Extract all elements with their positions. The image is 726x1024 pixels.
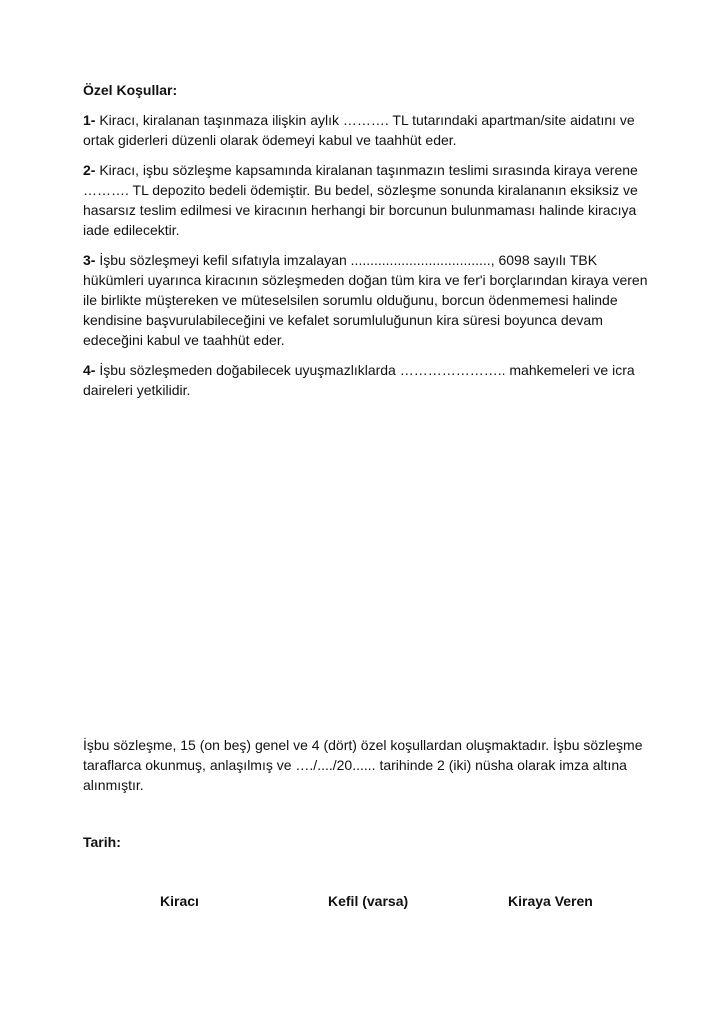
signature-landlord: Kiraya Veren	[508, 893, 593, 909]
signature-tenant: Kiracı	[160, 893, 199, 909]
clause-number: 1-	[83, 112, 96, 128]
clause-text: İşbu sözleşmeden doğabilecek uyuşmazlıklarda ………………….. mahkemeleri ve icra daireleri yetkilidir.	[83, 362, 635, 398]
clause-number: 2-	[83, 162, 96, 178]
clause-text: Kiracı, kiralanan taşınmaza ilişkin aylık ………. TL tutarındaki apartman/site aidatını ve ortak giderleri düzenli olarak ödemeyi kabul ve taahhüt eder.	[83, 112, 635, 148]
clause-4	[83, 360, 648, 400]
special-terms-section	[83, 80, 648, 410]
clause-text: Kiracı, işbu sözleşme kapsamında kiralanan taşınmazın teslimi sırasında kiraya verene ………. TL depozito bedeli ödemiştir. Bu bedel, sözleşme sonunda kiralananın eksiksiz ve hasarsız teslim edilmesi ve kiracının herhangi bir borcunun bulunmaması halinde kiracıya iade edilecektir.	[83, 162, 638, 238]
clause-1	[83, 110, 648, 150]
clause-text: İşbu sözleşmeyi kefil sıfatıyla imzalayan ...................................., 6098 sayılı TBK hükümleri uyarınca kiracının sözleşmeden doğan tüm kira ve fer'i borçlarından kiraya veren ile birlikte müştereken ve müteselsilen sorumlu olduğunu, borcun ödenmemesi halinde kendisine başvurulabileceğini ve kefalet sorumluluğunun kira süresi boyunca devam edeceğini kabul ve taahhüt eder.	[83, 252, 648, 348]
closing-paragraph: İşbu sözleşme, 15 (on beş) genel ve 4 (dört) özel koşullardan oluşmaktadır. İşbu sözleşme taraflarca okunmuş, anlaşılmış ve …./..../20...... tarihinde 2 (iki) nüsha olarak imza altına alınmıştır.	[83, 737, 643, 793]
clause-3	[83, 250, 648, 350]
clause-number: 4-	[83, 362, 96, 378]
section-title: Özel Koşullar:	[83, 82, 178, 98]
signature-guarantor: Kefil (varsa)	[328, 893, 409, 909]
clause-number: 3-	[83, 252, 96, 268]
date-label: Tarih:	[83, 834, 121, 850]
clause-2	[83, 160, 648, 240]
